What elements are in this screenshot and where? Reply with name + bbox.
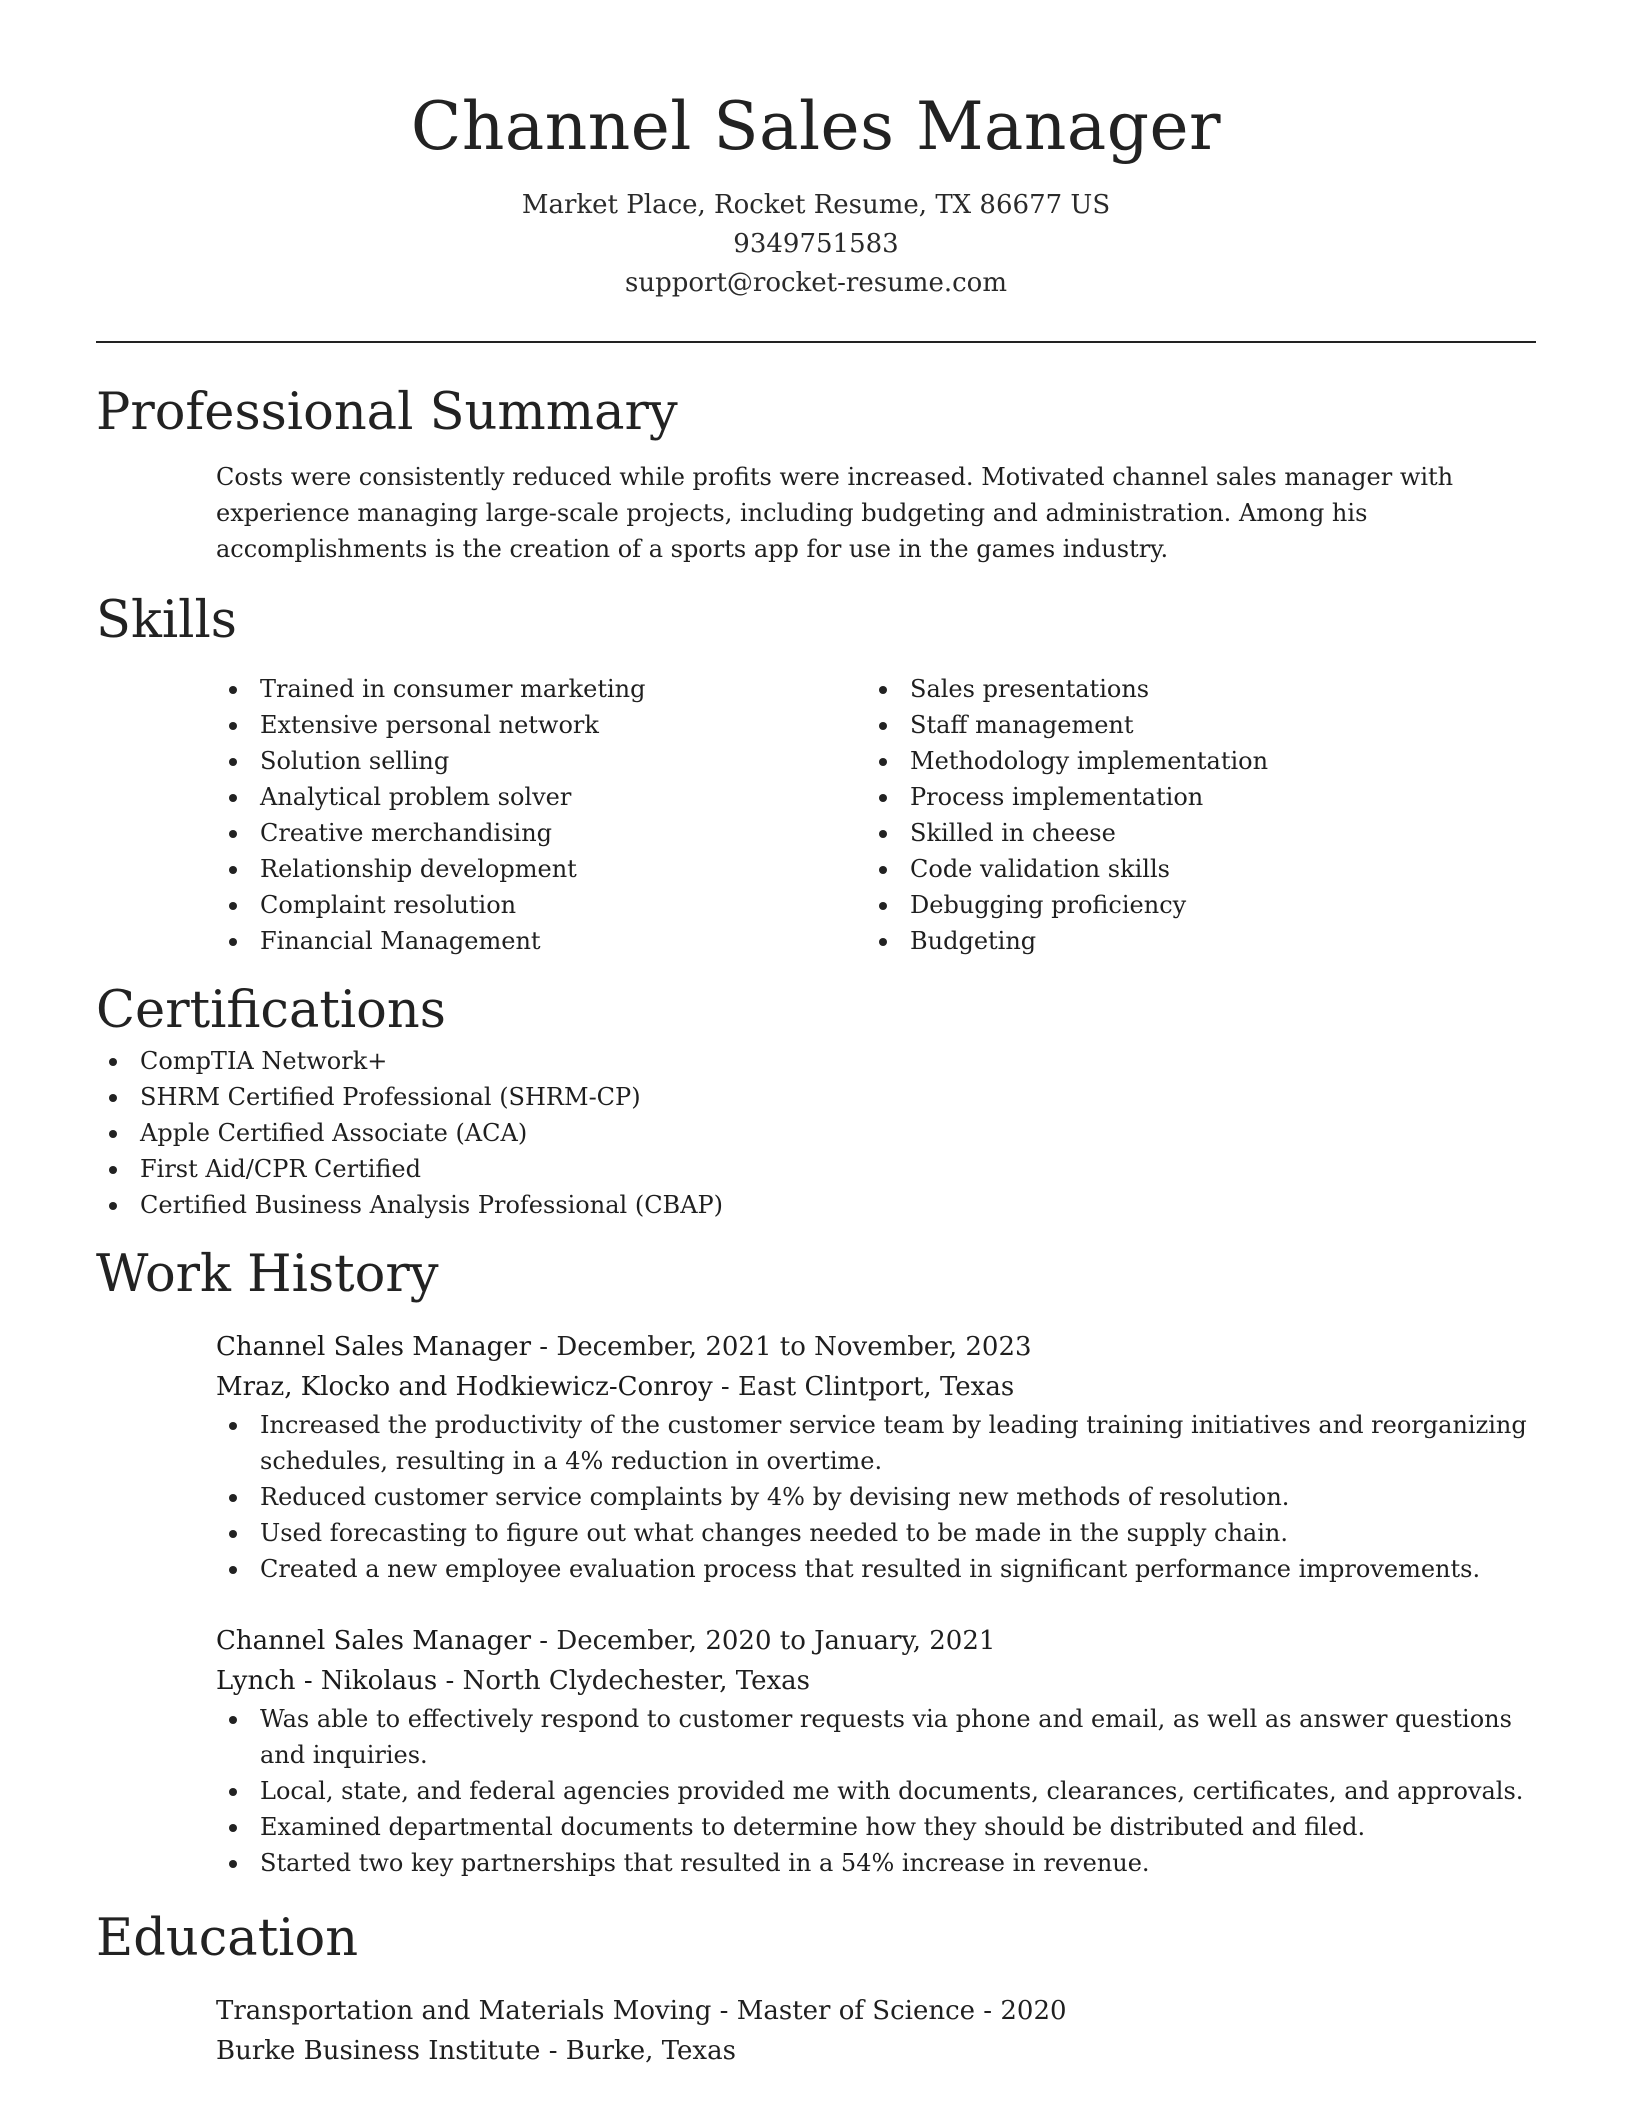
education-field: Transportation and Materials Moving bbox=[216, 1996, 712, 2026]
contact-phone: 9349751583 bbox=[733, 229, 899, 259]
job-role: Channel Sales Manager bbox=[216, 1626, 532, 1656]
certifications-section bbox=[96, 979, 1536, 1223]
summary-text: Costs were consistently reduced while profits were increased. Motivated channel sales manager with experience managing large-scale projects, including budgeting and administration. Among his accomplishments is the creation of a sports app for use in the games industry. bbox=[216, 463, 1454, 563]
skill-item: Relationship development bbox=[216, 851, 866, 887]
job-bullet: Was able to effectively respond to customer requests via phone and email, as well as answer questions and inquiries. bbox=[216, 1701, 1536, 1773]
education-school: Burke Business Institute bbox=[216, 2036, 541, 2066]
job-role-line bbox=[216, 1327, 1536, 1367]
skill-item: Code validation skills bbox=[866, 851, 1516, 887]
skill-item: Financial Management bbox=[216, 923, 866, 959]
job-bullet: Local, state, and federal agencies provided me with documents, clearances, certificates, and approvals. bbox=[216, 1773, 1536, 1809]
certifications-list bbox=[96, 1043, 1536, 1223]
education-location: - Burke, Texas bbox=[540, 2036, 736, 2066]
certification-item: SHRM Certified Professional (SHRM-CP) bbox=[96, 1079, 1536, 1115]
skill-item: Extensive personal network bbox=[216, 707, 866, 743]
job-bullets bbox=[216, 1407, 1536, 1587]
job-location: - North Clydechester, Texas bbox=[437, 1666, 810, 1696]
certification-item: Apple Certified Associate (ACA) bbox=[96, 1115, 1536, 1151]
skills-grid bbox=[216, 671, 1536, 959]
certification-item: CompTIA Network+ bbox=[96, 1043, 1536, 1079]
resume-name: Channel Sales Manager bbox=[410, 88, 1222, 165]
resume-page bbox=[96, 0, 1536, 2071]
skill-item: Methodology implementation bbox=[866, 743, 1516, 779]
job-bullet: Created a new employee evaluation process that resulted in significant performance improvements. bbox=[216, 1551, 1536, 1587]
job-bullet: Used forecasting to figure out what changes needed to be made in the supply chain. bbox=[216, 1515, 1536, 1551]
skill-item: Creative merchandising bbox=[216, 815, 866, 851]
job-bullets bbox=[216, 1701, 1536, 1881]
skill-item: Analytical problem solver bbox=[216, 779, 866, 815]
job-company-line bbox=[216, 1367, 1536, 1407]
header-divider bbox=[96, 341, 1536, 343]
job-bullet: Examined departmental documents to determine how they should be distributed and filed. bbox=[216, 1809, 1536, 1845]
skill-item: Budgeting bbox=[866, 923, 1516, 959]
education-entry bbox=[216, 1991, 1536, 2071]
skill-item: Debugging proficiency bbox=[866, 887, 1516, 923]
contact-email[interactable]: support@rocket-resume.com bbox=[624, 268, 1007, 298]
job-company: Mraz, Klocko and Hodkiewicz-Conroy bbox=[216, 1372, 713, 1402]
job-entry bbox=[216, 1327, 1536, 1587]
contact-block bbox=[96, 186, 1536, 303]
job-company-line bbox=[216, 1661, 1536, 1701]
certifications-title: Certifications bbox=[96, 981, 446, 1040]
job-dates: - December, 2021 to November, 2023 bbox=[531, 1332, 1032, 1362]
education-degree: - Master of Science - 2020 bbox=[711, 1996, 1067, 2026]
skill-item: Complaint resolution bbox=[216, 887, 866, 923]
job-company: Lynch - Nikolaus bbox=[216, 1666, 438, 1696]
work-history-title: Work History bbox=[96, 1245, 439, 1304]
work-history-section bbox=[96, 1243, 1536, 1881]
skills-section bbox=[96, 589, 1536, 959]
job-bullet: Reduced customer service complaints by 4% by devising new methods of resolution. bbox=[216, 1479, 1536, 1515]
contact-address: Market Place, Rocket Resume, TX 86677 US bbox=[521, 190, 1111, 220]
certification-item: Certified Business Analysis Professional (CBAP) bbox=[96, 1187, 1536, 1223]
skill-item: Sales presentations bbox=[866, 671, 1516, 707]
skills-right-column bbox=[866, 671, 1516, 959]
job-role: Channel Sales Manager bbox=[216, 1332, 532, 1362]
job-dates: - December, 2020 to January, 2021 bbox=[531, 1626, 996, 1656]
job-entry bbox=[216, 1621, 1536, 1881]
summary-title: Professional Summary bbox=[96, 383, 678, 442]
skills-left-column bbox=[216, 671, 866, 959]
education-school-line bbox=[216, 2031, 1536, 2071]
job-location: - East Clintport, Texas bbox=[712, 1372, 1015, 1402]
summary-section bbox=[96, 381, 1536, 567]
certification-item: First Aid/CPR Certified bbox=[96, 1151, 1536, 1187]
job-bullet: Increased the productivity of the customer service team by leading training initiatives and reorganizing schedules, resulting in a 4% reduction in overtime. bbox=[216, 1407, 1536, 1479]
skill-item: Trained in consumer marketing bbox=[216, 671, 866, 707]
education-title: Education bbox=[96, 1909, 359, 1968]
skill-item: Skilled in cheese bbox=[866, 815, 1516, 851]
job-bullet: Started two key partnerships that resulted in a 54% increase in revenue. bbox=[216, 1845, 1536, 1881]
education-degree-line bbox=[216, 1991, 1536, 2031]
skill-item: Staff management bbox=[866, 707, 1516, 743]
education-section bbox=[96, 1907, 1536, 2071]
skill-item: Process implementation bbox=[866, 779, 1516, 815]
skill-item: Solution selling bbox=[216, 743, 866, 779]
job-role-line bbox=[216, 1621, 1536, 1661]
skills-title: Skills bbox=[96, 591, 237, 650]
